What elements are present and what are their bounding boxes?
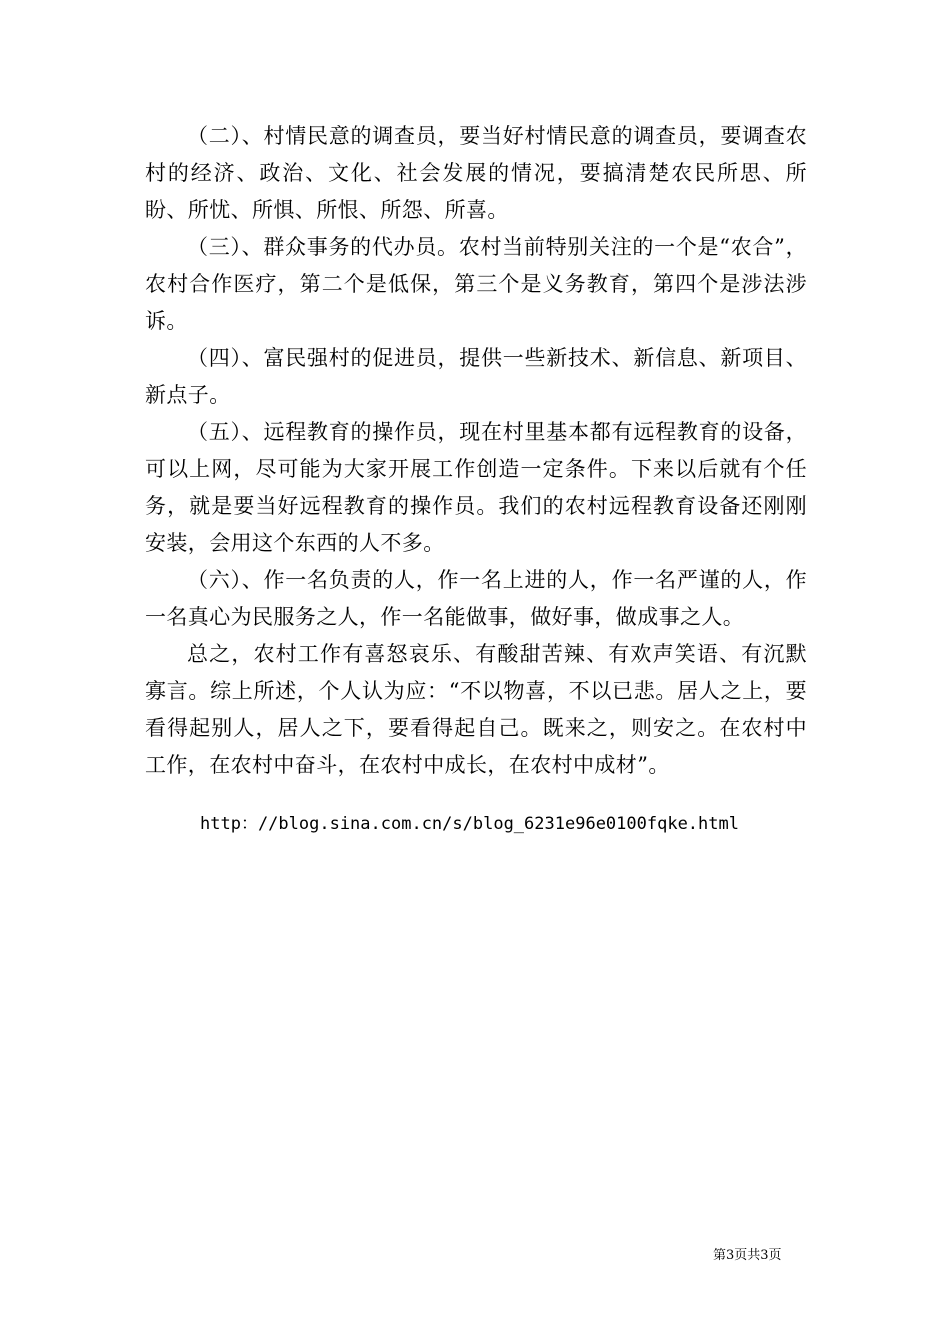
- source-url: http：//blog.sina.com.cn/s/blog_6231e96e0100fqke.html: [200, 814, 739, 834]
- paragraph-item-3: （三）、群众事务的代办员。农村当前特别关注的一个是“农合”，农村合作医疗，第二个是低保，第三个是义务教育，第四个是涉法涉诉。: [145, 235, 807, 333]
- page-indicator: 第3页共3页: [713, 1248, 782, 1263]
- paragraph-conclusion: 总之，农村工作有喜怒哀乐、有酸甜苦辣、有欢声笑语、有沉默寡言。综上所述，个人认为应：“不以物喜，不以已悲。居人之上，要看得起别人，居人之下，要看得起自己。既来之，则安之。在农村中工作，在农村中奋斗，在农村中成长，在农村中成材”。: [145, 642, 807, 777]
- paragraph-item-2: （二）、村情民意的调查员，要当好村情民意的调查员，要调查农村的经济、政治、文化、社会发展的情况，要搞清楚农民所思、所盼、所忧、所惧、所恨、所怨、所喜。: [145, 124, 807, 222]
- paragraph-item-4: （四）、富民强村的促进员，提供一些新技术、新信息、新项目、新点子。: [145, 346, 807, 407]
- document-body: [145, 118, 807, 784]
- paragraph-item-6: （六）、作一名负责的人，作一名上进的人，作一名严谨的人，作一名真心为民服务之人，作一名能做事，做好事，做成事之人。: [145, 568, 807, 629]
- paragraph-item-5: （五）、远程教育的操作员，现在村里基本都有远程教育的设备，可以上网，尽可能为大家开展工作创造一定条件。下来以后就有个任务，就是要当好远程教育的操作员。我们的农村远程教育设备还刚刚安装，会用这个东西的人不多。: [145, 420, 807, 555]
